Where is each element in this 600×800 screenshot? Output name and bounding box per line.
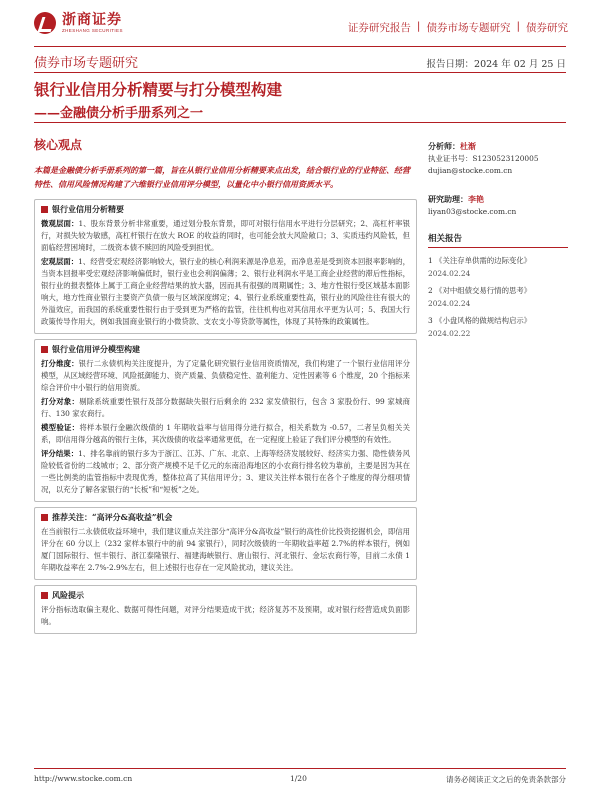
analyst-name: 杜渐 (460, 141, 476, 151)
sidebar (428, 134, 568, 344)
nav-separator: | (416, 20, 421, 32)
logo-name-en: ZHESHANG SECURITIES (62, 27, 123, 33)
nav-category-1: 证券研究报告 (347, 22, 411, 34)
header-divider (34, 46, 566, 47)
analyst-email[interactable]: dujian@stocke.com.cn (428, 166, 513, 175)
section-recommendation (34, 507, 417, 580)
assistant-info: 研究助理：李艳 liyan03@stocke.com.cn (428, 187, 568, 218)
report-type: 债券市场专题研究 (34, 56, 139, 71)
footer-website-link[interactable]: http://www.stocke.com.cn (34, 774, 133, 783)
report-title: 银行业信用分析精要与打分模型构建 (34, 80, 283, 99)
main-content (34, 134, 417, 639)
assistant-name: 李艳 (468, 194, 484, 204)
nav-category-2: 债券市场专题研究 (426, 22, 511, 34)
report-subtitle: ——金融债分析手册系列之一 (34, 106, 204, 121)
footer-divider (34, 768, 566, 769)
paragraph: 评分指标选取偏主观化、数据可得性问题，对评分结果造成干扰；经济复苏不及预期，或对银行经营造成负面影响。 (41, 605, 410, 626)
section-title: 风险提示 (52, 590, 84, 600)
paragraph: 打分对象：剔除系统重要性银行及部分数据缺失银行后剩余的 232 家发债银行，包含 3 家股份行、99 家城商行、130 家农商行。 (41, 397, 410, 418)
assistant-email[interactable]: liyan03@stocke.com.cn (428, 207, 517, 216)
paragraph: 打分维度：银行二永债机构关注度提升，为了定量化研究银行业信用资质情况，我们构建了一个银行业信用评分模型，从区域经营环境、风险抵御能力、资产质量、负债稳定性、盈利能力、定性因素等 6 个维度，20 个指标来综合评价中小银行的信用资质。 (41, 359, 410, 392)
paragraph: 模型验证：将样本银行金融次级债的 1 年期收益率与信用得分进行拟合，相关系数为 -0.57，二者呈负相关关系，即信用得分越高的银行主体，其次级债的收益率通常更低，在一定程度上验证了我们评分模型的有效性。 (41, 423, 410, 444)
header-category-nav (348, 20, 568, 35)
nav-separator: | (516, 20, 520, 32)
report-date: 报告日期：2024 年 02 月 25 日 (426, 59, 566, 70)
square-bullet-icon (41, 206, 48, 213)
nav-category-3: 债券研究 (526, 22, 568, 34)
section-credit-analysis (34, 199, 417, 334)
section-title: 银行业信用评分模型构建 (52, 344, 140, 354)
paragraph: 评分结果：1、排名靠前的银行多为于浙江、江苏、广东、北京、上海等经济发展较好、经济实力强、隐性债务风险较低省份的二线城市；2、部分资产规模不足千亿元的东南沿海地区的小农商行排名较为靠前，主要是因为其在一些比例类的监管指标中表现优秀，整体拉高了其信用评分；3、建议关注样本银行在各个子维度的得分细项情况，以充分了解各家银行的“长板”和“短板”之处。 (41, 449, 410, 494)
section-risk-warning (34, 585, 417, 634)
related-report-item[interactable]: 2 《对中组债交易行情的思考》 2024.02.24 (428, 286, 532, 308)
related-report-item[interactable]: 3 《小盘风格的做规结构启示》 2024.02.22 (428, 316, 532, 338)
section-title: 推荐关注：“高评分&高收益”机会 (52, 512, 173, 522)
page-header (0, 0, 600, 48)
related-report-item[interactable]: 1 《关注存单供需的边际变化》 2024.02.24 (428, 256, 532, 278)
page-number: 1/20 (290, 774, 307, 783)
square-bullet-icon (41, 346, 48, 353)
brand-logo (34, 12, 123, 34)
analyst-info: 分析师：杜渐 执业证书号：S1230523120005 dujian@stocke.com.cn (428, 134, 568, 177)
paragraph: 微观层面：1、股东背景分析非常重要，通过划分股东背景，即可对银行信用水平进行分层研究；2、高杠杆率银行，对损失较为敏感，高杠杆银行在放大 ROE 的收益的同时，也可能会放大风险敞口；3、实质违约风险低，但面临经营困境时，二级资本债不赎回的风险受到担忧。 (41, 219, 410, 252)
analyst-cert: 执业证书号：S1230523120005 (428, 154, 539, 163)
logo-icon (34, 12, 56, 34)
related-reports-heading: 相关报告 (428, 232, 568, 248)
square-bullet-icon (41, 592, 48, 599)
section-scoring-model (34, 339, 417, 502)
summary-text: 本篇是金融债分析手册系列的第一篇，旨在从银行业信用分析精要来点出发，结合银行业的行业特征、经营特性、信用风险情况构建了六维银行业信用评分模型，以量化中小银行信用资质水平。 (34, 165, 410, 189)
section-title: 银行业信用分析精要 (52, 204, 124, 214)
title-divider (34, 72, 566, 73)
logo-name-cn: 浙商证券 (62, 11, 122, 28)
square-bullet-icon (41, 514, 48, 521)
footer-disclaimer: 请务必阅读正文之后的免责条款部分 (446, 775, 566, 784)
core-views-heading: 核心观点 (34, 138, 83, 152)
subtitle-divider (34, 122, 566, 123)
paragraph: 在当前银行二永债低收益环境中，我们建议重点关注部分“高评分&高收益”银行的高性价比投资挖掘机会，即信用评分在 60 分以上（232 家样本银行中的前 94 家银行），同时次级债的一年期收益率超 2.7%的样本银行，例如厦门国际银行、恒丰银行、浙江泰隆银行、福建海峡银行、唐山银行、河北银行、金坛农商行等，目前二永债 1 年期收益率在 2.7%-2.9%左右，但上述银行也存在一定风险扰动，建议关注。 (41, 527, 410, 572)
paragraph: 宏观层面：1、经营受宏观经济影响较大，银行业的核心利润来源是净息差，而净息差是受到资本回报率影响的，当资本回报率受宏观经济影响偏低时，银行业也会利润偏薄；2、银行业利润水平是工商企业经营的滞后性指标，银行业的报表整体上属于工商企业经营结果的放大器，因而具有很强的周期属性；3、地方性银行受区域基本面影响大，地方性商业银行主要资产负债一般与区域深度绑定；4、银行业系统重要性高，银行业的风险往往有很大的外溢效应，而我国的系统重要性银行由于受到更为严格的监管，往往机构也对其信用水平更为认可；5、我国大行政策传导作用大，例如我国商业银行的小微贷款、支农支小等贷款等属性，体现了其特殊的政策属性。 (41, 257, 410, 326)
